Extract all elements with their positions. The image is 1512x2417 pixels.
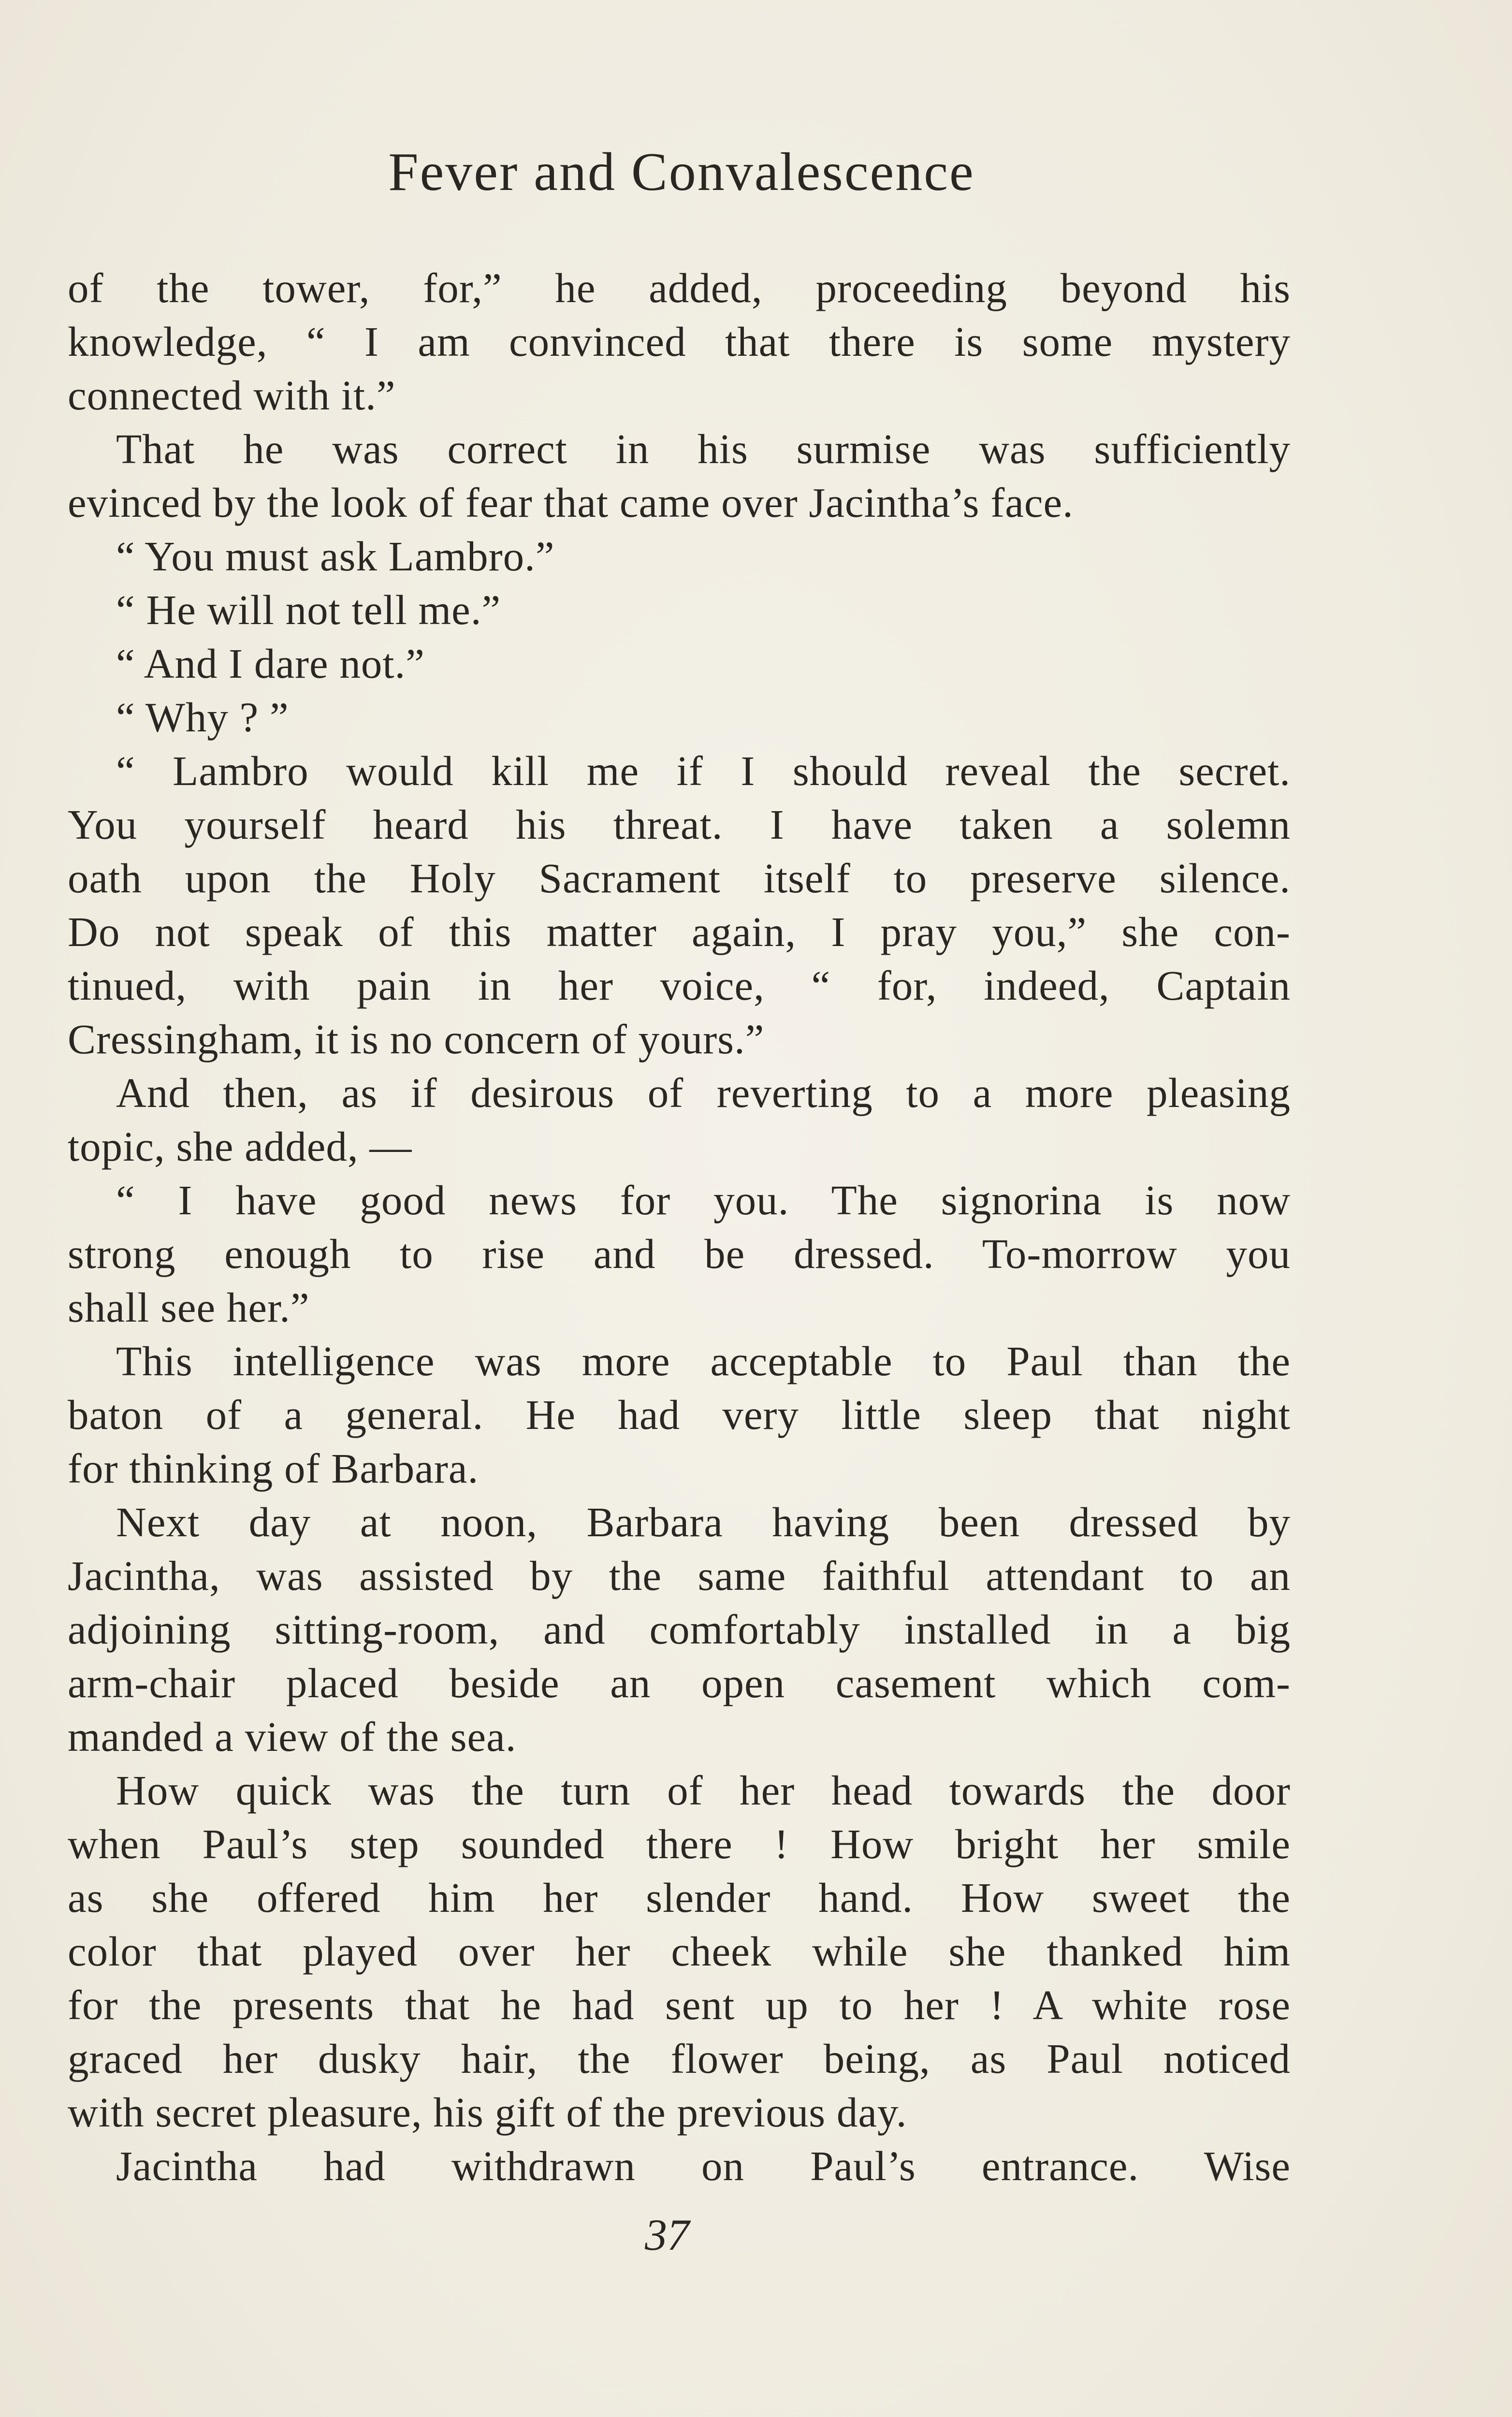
- text-line: graced her dusky hair, the flower being, as Paul noticed: [68, 2035, 1291, 2082]
- text-line: as she offered him her slender hand. How sweet the: [68, 1874, 1291, 1921]
- text-line: “ You must ask Lambro.”: [116, 533, 555, 580]
- text-line: “ I have good news for you. The signorina is now: [116, 1177, 1291, 1223]
- text-line: Next day at noon, Barbara having been dressed by: [116, 1499, 1291, 1545]
- text-line: manded a view of the sea.: [68, 1713, 517, 1760]
- text-line: “ And I dare not.”: [116, 640, 425, 687]
- text-line: shall see her.”: [68, 1284, 310, 1331]
- text-line: oath upon the Holy Sacrament itself to preserve silence.: [68, 855, 1291, 902]
- text-line: topic, she added, —: [68, 1123, 412, 1170]
- text-line: strong enough to rise and be dressed. To-morrow you: [68, 1230, 1291, 1277]
- text-line: Jacintha had withdrawn on Paul’s entrance. Wise: [116, 2142, 1291, 2189]
- text-line: Do not speak of this matter again, I pray you,” she con-: [68, 908, 1291, 955]
- text-line: You yourself heard his threat. I have taken a solemn: [68, 801, 1291, 848]
- text-line: tinued, with pain in her voice, “ for, indeed, Captain: [68, 962, 1291, 1009]
- text-line: arm-chair placed beside an open casement which com-: [68, 1660, 1291, 1706]
- text-line: for the presents that he had sent up to her ! A white rose: [68, 1981, 1291, 2028]
- text-line: And then, as if desirous of reverting to a more pleasing: [116, 1069, 1291, 1116]
- text-line: of the tower, for,” he added, proceeding beyond his: [68, 264, 1291, 311]
- text-line: color that played over her cheek while she thanked him: [68, 1928, 1291, 1975]
- text-line: Cressingham, it is no concern of yours.”: [68, 1016, 765, 1063]
- body-text: [68, 261, 1291, 2193]
- text-line: when Paul’s step sounded there ! How bright her smile: [68, 1820, 1291, 1867]
- text-line: That he was correct in his surmise was sufficiently: [116, 425, 1291, 472]
- text-line: with secret pleasure, his gift of the previous day.: [68, 2089, 907, 2136]
- text-line: knowledge, “ I am convinced that there is some mystery: [68, 318, 1291, 365]
- text-line: This intelligence was more acceptable to Paul than the: [116, 1338, 1291, 1384]
- text-line: connected with it.”: [68, 372, 396, 419]
- text-line: Jacintha, was assisted by the same faithful attendant to an: [68, 1552, 1291, 1599]
- text-line: “ Why ? ”: [116, 694, 289, 741]
- text-line: for thinking of Barbara.: [68, 1445, 479, 1492]
- text-line: How quick was the turn of her head towards the door: [116, 1767, 1291, 1814]
- text-line: “ Lambro would kill me if I should reveal the secret.: [116, 747, 1291, 794]
- running-head: Fever and Convalescence: [388, 142, 975, 202]
- text-line: evinced by the look of fear that came over Jacintha’s face.: [68, 479, 1074, 526]
- page-number: 37: [645, 2210, 689, 2259]
- text-line: baton of a general. He had very little sleep that night: [68, 1391, 1291, 1438]
- text-line: “ He will not tell me.”: [116, 586, 501, 633]
- text-line: adjoining sitting-room, and comfortably installed in a big: [68, 1606, 1291, 1653]
